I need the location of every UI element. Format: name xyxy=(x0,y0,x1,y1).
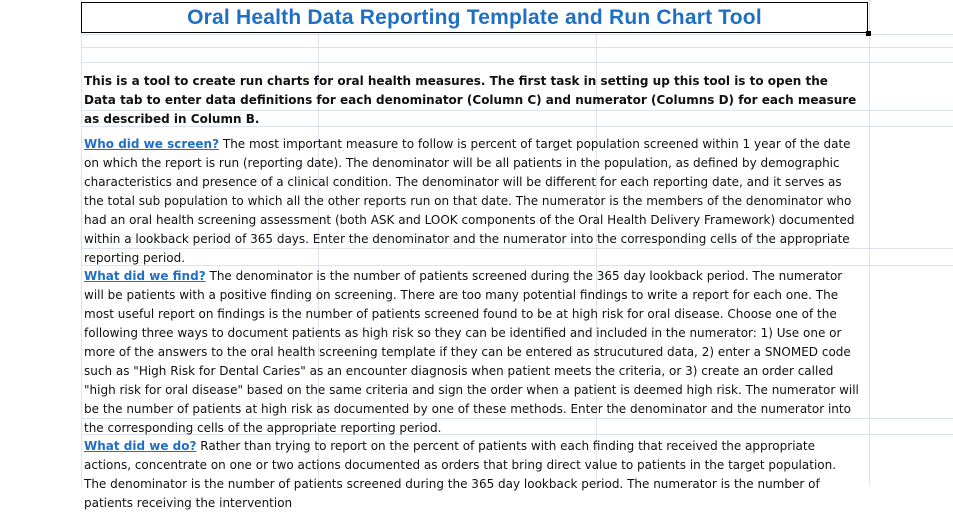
section-heading-link[interactable]: Who did we screen? xyxy=(84,137,220,151)
section-body: The most important measure to follow is percent of target population screened within 1 year of the date on which the report is run (reporting date). The denominator will be all patients in the population, as defined by demographic characteristics and presence of a clinical condition. The denominator will be different for each reporting date, and it serves as the total sub population to which all the other reports run on that date. The numerator is the members of the denominator who had an oral health screening assessment (both ASK and LOOK components of the Oral Health Delivery Framework) documented within a lookback period of 365 days. Enter the denominator and the numerator into the corresponding cells of the appropriate reporting period. xyxy=(84,137,855,265)
intro-cell[interactable]: This is a tool to create run charts for oral health measures. The first task in setting up this tool is to open the Data tab to enter data definitions for each denominator (Column C) and numerator (Columns D) for each measure as described in Column B. xyxy=(84,74,857,126)
section-body: The denominator is the number of patients screened during the 365 day lookback period. The numerator will be patients with a positive finding on screening. There are too many potential findings to write a report for each one. The most useful report on findings is the number of patients screened found to be at high risk for oral disease. Choose one of the following three ways to document patients as high risk so they can be identified and included in the numerator: 1) Use one or more of the answers to the oral health screening template if they can be entered as strucutured data, 2) enter a SNOMED code such as "High Risk for Dental Caries" as an encounter diagnosis when patient meets the criteria, or 3) create an order called "high risk for oral disease" based on the same criteria and sign the order when a patient is deemed high risk. The numerator will be the number of patients at high risk as documented by one of these methods. Enter the denominator and the numerator into the corresponding cells of the appropriate reporting period. xyxy=(84,269,859,435)
row-gridline xyxy=(81,34,953,35)
section-body: Rather than trying to report on the percent of patients with each finding that received the appropriate actions, concentrate on one or two actions documented as orders that bring direct value to patients in the target population. The denominator is the number of patients screened during the 365 day lookback period. The numerator is the number of patients receiving the intervention xyxy=(84,439,837,510)
title-cell[interactable] xyxy=(81,2,868,33)
column-gridline xyxy=(81,0,82,486)
row-gridline xyxy=(81,47,953,48)
section-heading-link[interactable]: What did we find? xyxy=(84,269,206,283)
section-who-did-we-screen[interactable] xyxy=(84,135,859,268)
fill-handle[interactable] xyxy=(866,31,871,36)
section-what-did-we-find[interactable] xyxy=(84,267,859,438)
section-what-did-we-do[interactable] xyxy=(84,437,859,513)
section-heading-link[interactable]: What did we do? xyxy=(84,439,197,453)
row-gridline xyxy=(81,62,953,63)
page-title: Oral Health Data Reporting Template and Run Chart Tool xyxy=(187,5,762,29)
column-gridline xyxy=(869,0,870,486)
